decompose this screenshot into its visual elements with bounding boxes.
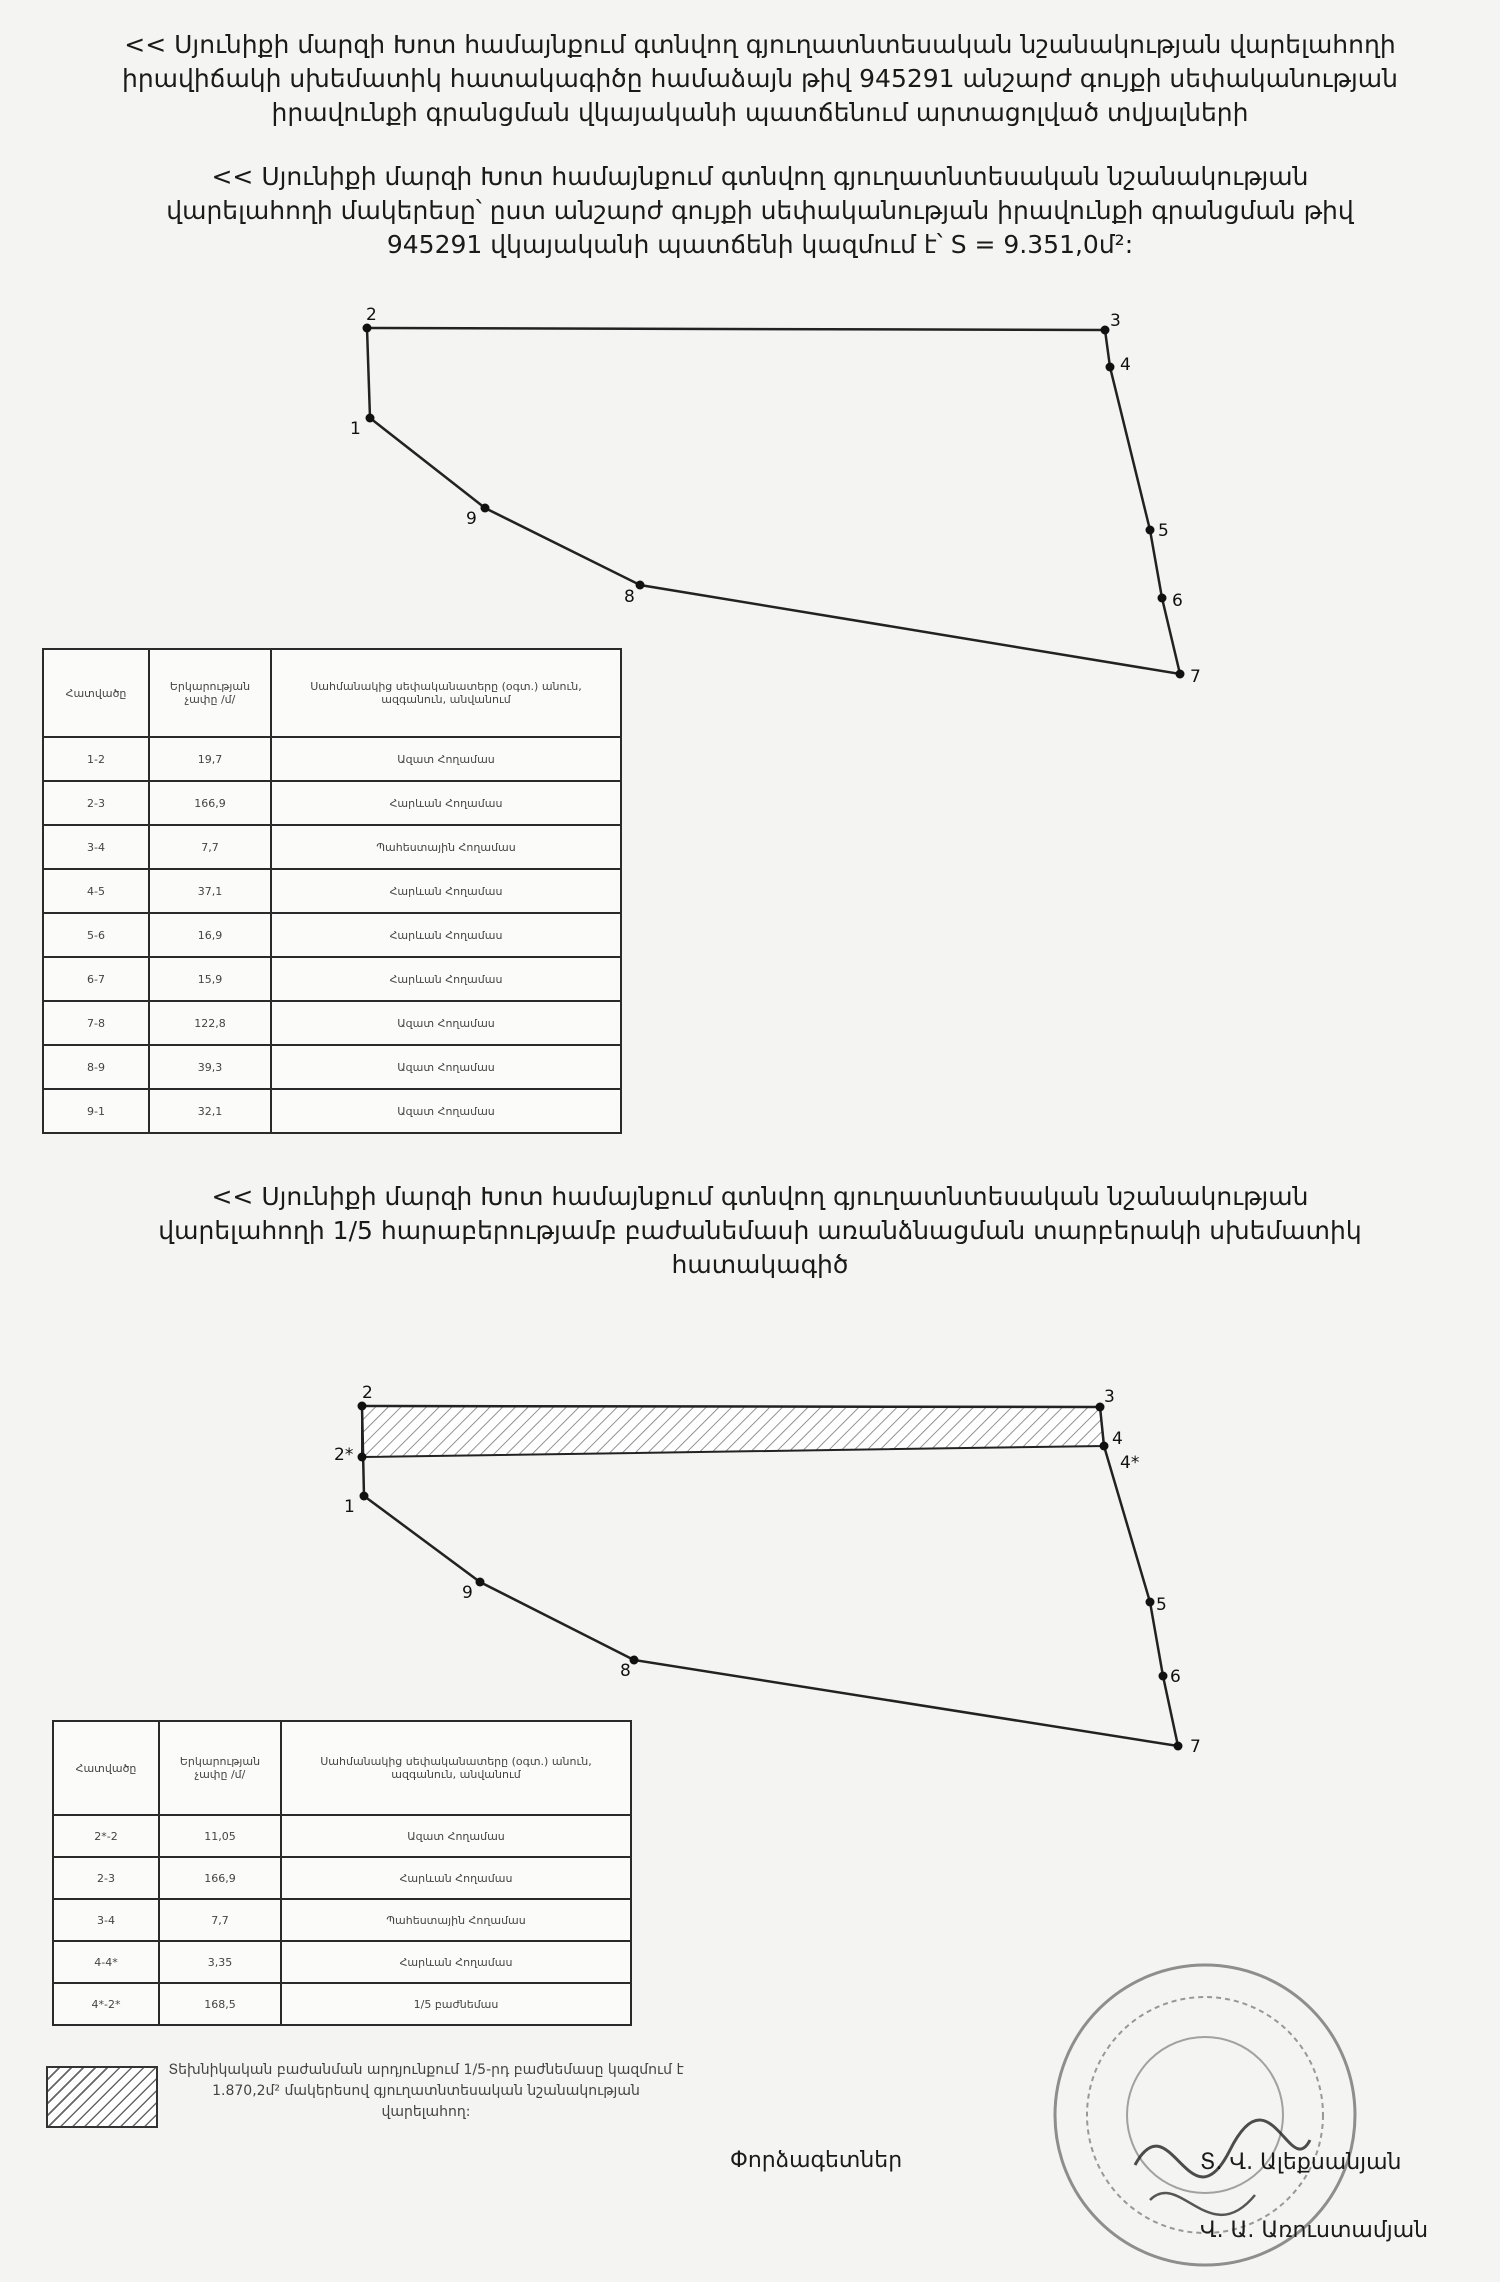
title-line: << Սյունիքի մարզի Խոտ համայնքում գտնվող գյուղատնտեսական նշանակության (211, 162, 1309, 191)
title-line: 945291 վկայականի պատճենի կազմում է՝ S = 9.351,0մ²: (386, 230, 1134, 259)
svg-text:4: 4 (1112, 1429, 1123, 1449)
segment-cell: 3-4 (53, 1899, 159, 1941)
segment-cell: 4-5 (43, 869, 149, 913)
svg-text:4*: 4* (1120, 1453, 1140, 1473)
parcel-outline (362, 1406, 1178, 1746)
length-cell: 7,7 (159, 1899, 281, 1941)
svg-text:1: 1 (350, 419, 361, 439)
vertex-3 (1096, 1387, 1115, 1412)
neighbor-cell: Ազատ Հողամաս (281, 1815, 631, 1857)
segments-table-1 (42, 648, 622, 1134)
svg-text:6: 6 (1172, 591, 1183, 611)
svg-text:5: 5 (1156, 1595, 1167, 1615)
segment-cell: 4-4* (53, 1941, 159, 1983)
vertex-9 (462, 1578, 485, 1604)
segment-cell: 5-6 (43, 913, 149, 957)
length-cell: 37,1 (149, 869, 271, 913)
table-row (53, 1899, 631, 1941)
share-plan-title (60, 1180, 1460, 1282)
neighbor-cell: Պահեստային Հողամաս (281, 1899, 631, 1941)
vertex-3 (1101, 311, 1121, 335)
vertex-4-star (1120, 1453, 1139, 1473)
svg-text:9: 9 (462, 1583, 473, 1603)
title-line: իրավունքի գրանցման վկայականի պատճենում արտացոլված տվյալների (271, 98, 1249, 127)
neighbor-cell: Հարևան Հողամաս (271, 869, 621, 913)
neighbor-cell: Հարևան Հողամաս (271, 957, 621, 1001)
svg-text:9: 9 (466, 509, 477, 529)
neighbor-cell: Ազատ Հողամաս (271, 1001, 621, 1045)
column-header: Երկարության չափը /մ/ (149, 649, 271, 737)
segment-cell: 2-3 (53, 1857, 159, 1899)
segment-cell: 3-4 (43, 825, 149, 869)
neighbor-cell: Հարևան Հողամաս (271, 781, 621, 825)
svg-text:4: 4 (1120, 355, 1131, 375)
title-line: << Սյունիքի մարզի Խոտ համայնքում գտնվող գյուղատնտեսական նշանակության (211, 1182, 1309, 1211)
title-line: վարելահողի մակերեսը՝ ըստ անշարժ գույքի սեփականության իրավունքի գրանցման թիվ (166, 196, 1354, 225)
neighbor-cell: Հարևան Հողամաս (281, 1941, 631, 1983)
svg-text:7: 7 (1190, 1737, 1201, 1757)
segment-cell: 1-2 (43, 737, 149, 781)
share-hatched-area (362, 1406, 1104, 1457)
segment-cell: 2-3 (43, 781, 149, 825)
column-header: Հատվածը (53, 1721, 159, 1815)
neighbor-cell: Ազատ Հողամաս (271, 1045, 621, 1089)
length-cell: 15,9 (149, 957, 271, 1001)
svg-text:3: 3 (1104, 1387, 1115, 1407)
table-row (53, 1815, 631, 1857)
column-header: Սահմանակից սեփականատերը (օգտ.) անուն, ազգանուն, անվանում (271, 649, 621, 737)
vertex-5 (1146, 1595, 1167, 1615)
hatch-legend-text: Տեխնիկական բաժանման արդյունքում 1/5-րդ բաժնեմասը կազմում է 1.870,2մ² մակերեսով գյուղատնտեսական նշանակության վարելահող: (168, 2062, 684, 2120)
length-cell: 166,9 (159, 1857, 281, 1899)
neighbor-cell: Ազատ Հողամաս (271, 1089, 621, 1133)
neighbor-cell: Պահեստային Հողամաս (271, 825, 621, 869)
table-row (53, 1983, 631, 2025)
length-cell: 16,9 (149, 913, 271, 957)
svg-text:5: 5 (1158, 521, 1169, 541)
vertex-9 (466, 504, 490, 530)
svg-text:2: 2 (366, 305, 377, 325)
title-line: հատակագիծ (671, 1250, 849, 1279)
segment-cell: 2*-2 (53, 1815, 159, 1857)
table-row (43, 825, 621, 869)
hatch-legend-swatch (46, 2066, 158, 2128)
table-row (43, 781, 621, 825)
table-row (53, 1857, 631, 1899)
table-row (53, 1941, 631, 1983)
vertex-1 (350, 414, 375, 440)
neighbor-cell: Հարևան Հողամաս (281, 1857, 631, 1899)
table-header-row (43, 649, 621, 737)
svg-text:2*: 2* (334, 1445, 354, 1465)
column-header: Հատվածը (43, 649, 149, 737)
length-cell: 3,35 (159, 1941, 281, 1983)
svg-text:2: 2 (362, 1383, 373, 1403)
title-line: << Սյունիքի մարզի Խոտ համայնքում գտնվող գյուղատնտեսական նշանակության վարելահողի (124, 30, 1396, 59)
svg-text:8: 8 (624, 587, 635, 607)
neighbor-cell: Ազատ Հողամաս (271, 737, 621, 781)
column-header: Սահմանակից սեփականատերը (օգտ.) անուն, ազգանուն, անվանում (281, 1721, 631, 1815)
parcel-outline (367, 328, 1180, 674)
vertex-8 (620, 1656, 639, 1682)
table-row (43, 1089, 621, 1133)
column-header: Երկարության չափը /մ/ (159, 1721, 281, 1815)
svg-text:8: 8 (620, 1661, 631, 1681)
segment-cell: 4*-2* (53, 1983, 159, 2025)
svg-text:3: 3 (1110, 311, 1121, 331)
table-row (43, 1045, 621, 1089)
svg-text:1: 1 (344, 1497, 355, 1517)
segment-cell: 8-9 (43, 1045, 149, 1089)
expert-name-1: Տ. Վ. Ալեքսանյան (1200, 2150, 1402, 2175)
segment-cell: 7-8 (43, 1001, 149, 1045)
length-cell: 32,1 (149, 1089, 271, 1133)
length-cell: 7,7 (149, 825, 271, 869)
length-cell: 19,7 (149, 737, 271, 781)
table-header-row (53, 1721, 631, 1815)
vertex-1 (344, 1492, 369, 1518)
neighbor-cell: 1/5 բաժնեմաս (281, 1983, 631, 2025)
segment-cell: 6-7 (43, 957, 149, 1001)
table-row (43, 737, 621, 781)
vertex-8 (624, 581, 645, 608)
parcel-plan-1 (350, 305, 1201, 687)
table-row (43, 913, 621, 957)
length-cell: 166,9 (149, 781, 271, 825)
expert-name-2: Վ. Ա. Առուստամյան (1200, 2218, 1429, 2243)
svg-text:6: 6 (1170, 1667, 1181, 1687)
table-row (43, 869, 621, 913)
table-row (43, 957, 621, 1001)
segment-cell: 9-1 (43, 1089, 149, 1133)
title-line: վարելահողի 1/5 հարաբերությամբ բաժանեմասի առանձնացման տարբերակի սխեմատիկ (158, 1216, 1362, 1245)
parcel-plan-2 (334, 1383, 1201, 1757)
length-cell: 11,05 (159, 1815, 281, 1857)
vertex-6 (1158, 591, 1183, 611)
length-cell: 122,8 (149, 1001, 271, 1045)
vertex-7 (1176, 667, 1201, 687)
neighbor-cell: Հարևան Հողամաս (271, 913, 621, 957)
svg-text:7: 7 (1190, 667, 1201, 687)
title-line: իրավիճակի սխեմատիկ հատակագիծը համաձայն թիվ 945291 անշարժ գույքի սեփականության (121, 64, 1398, 93)
length-cell: 39,3 (149, 1045, 271, 1089)
table-row (43, 1001, 621, 1045)
length-cell: 168,5 (159, 1983, 281, 2025)
experts-label: Փորձագետներ (730, 2148, 903, 2173)
segments-table-2 (52, 1720, 632, 2026)
